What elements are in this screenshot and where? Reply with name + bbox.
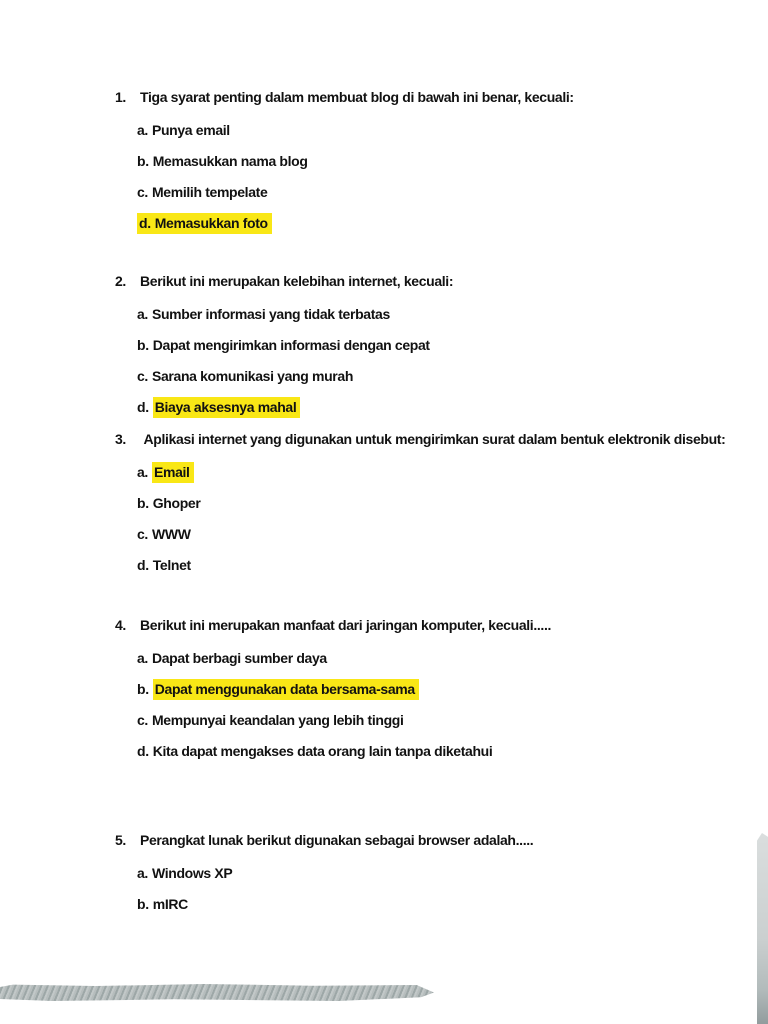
answer-option [137,742,728,761]
highlight-mark [152,462,194,483]
highlight-mark [153,679,419,700]
option-label: d. [137,557,149,573]
option-label: d. [137,743,149,759]
question-item [115,272,728,429]
option-label: b. [137,153,149,169]
option-text: Sarana komunikasi yang murah [151,368,354,384]
question-number: 3. [115,431,126,447]
highlight-mark [153,397,301,418]
answer-option [137,152,728,171]
question-header [115,616,728,635]
option-label: a. [137,464,148,480]
answer-option [137,214,272,233]
option-text: Mempunyai keandalan yang lebih tinggi [151,712,404,728]
option-label: b. [137,896,149,912]
question-number: 5. [115,832,126,848]
option-text: mIRC [152,896,188,912]
option-text: Dapat berbagi sumber daya [151,650,327,666]
answer-option [137,649,728,668]
option-label: c. [137,184,148,200]
option-label: a. [137,306,148,322]
option-text: Punya email [151,122,230,138]
option-label: b. [137,337,149,353]
answer-option [137,336,728,355]
question-text: Tiga syarat penting dalam membuat blog di bawah ini benar, kecuali: [140,89,574,105]
option-label: b. [137,495,149,511]
question-item [115,88,728,245]
option-text: Memilih tempelate [151,184,268,200]
question-number: 4. [115,617,126,633]
option-label: a. [137,122,148,138]
option-label: a. [137,865,148,881]
question-header [115,831,728,850]
option-text: Telnet [152,557,191,573]
answer-option [137,864,728,883]
option-label: d. [139,215,151,231]
option-label: c. [137,526,148,542]
option-text: Memasukkan foto [154,215,268,231]
question-item [115,616,728,773]
option-text: Email [153,464,190,480]
answer-option [137,525,728,544]
answer-option [137,680,728,699]
option-label: c. [137,368,148,384]
question-text: Perangkat lunak berikut digunakan sebagai browser adalah..... [140,832,534,848]
question-header [115,88,728,107]
scan-artifact-right-edge [757,833,768,1024]
highlight-mark [137,213,272,234]
question-text: Berikut ini merupakan kelebihan internet, kecuali: [140,273,454,289]
question-item [115,831,728,926]
question-number: 2. [115,273,126,289]
question-header [115,430,728,449]
answer-option [137,398,728,417]
answer-option [137,305,728,324]
option-text: Dapat mengirimkan informasi dengan cepat [152,337,430,353]
option-text: Dapat menggunakan data bersama-sama [154,681,415,697]
option-text: Kita dapat mengakses data orang lain tanpa diketahui [152,743,493,759]
option-text: Biaya aksesnya mahal [154,399,297,415]
option-label: c. [137,712,148,728]
question-text: Aplikasi internet yang digunakan untuk mengirimkan surat dalam bentuk elektronik disebut: [140,431,726,447]
question-item [115,430,728,587]
answer-option [137,895,728,914]
scan-artifact-bottom-edge [0,984,434,1001]
answer-option [137,121,728,140]
answer-option [137,367,728,386]
answer-option [137,556,728,575]
option-label: a. [137,650,148,666]
question-header [115,272,728,291]
option-text: Memasukkan nama blog [152,153,308,169]
answer-option [137,711,728,730]
option-text: Sumber informasi yang tidak terbatas [151,306,390,322]
answer-option [137,463,728,482]
question-number: 1. [115,89,126,105]
answer-option [137,494,728,513]
option-label: b. [137,681,149,697]
answer-option [137,183,728,202]
option-text: Windows XP [151,865,233,881]
option-text: Ghoper [152,495,201,511]
question-text: Berikut ini merupakan manfaat dari jaringan komputer, kecuali..... [140,617,552,633]
option-label: d. [137,399,149,415]
option-text: WWW [151,526,191,542]
